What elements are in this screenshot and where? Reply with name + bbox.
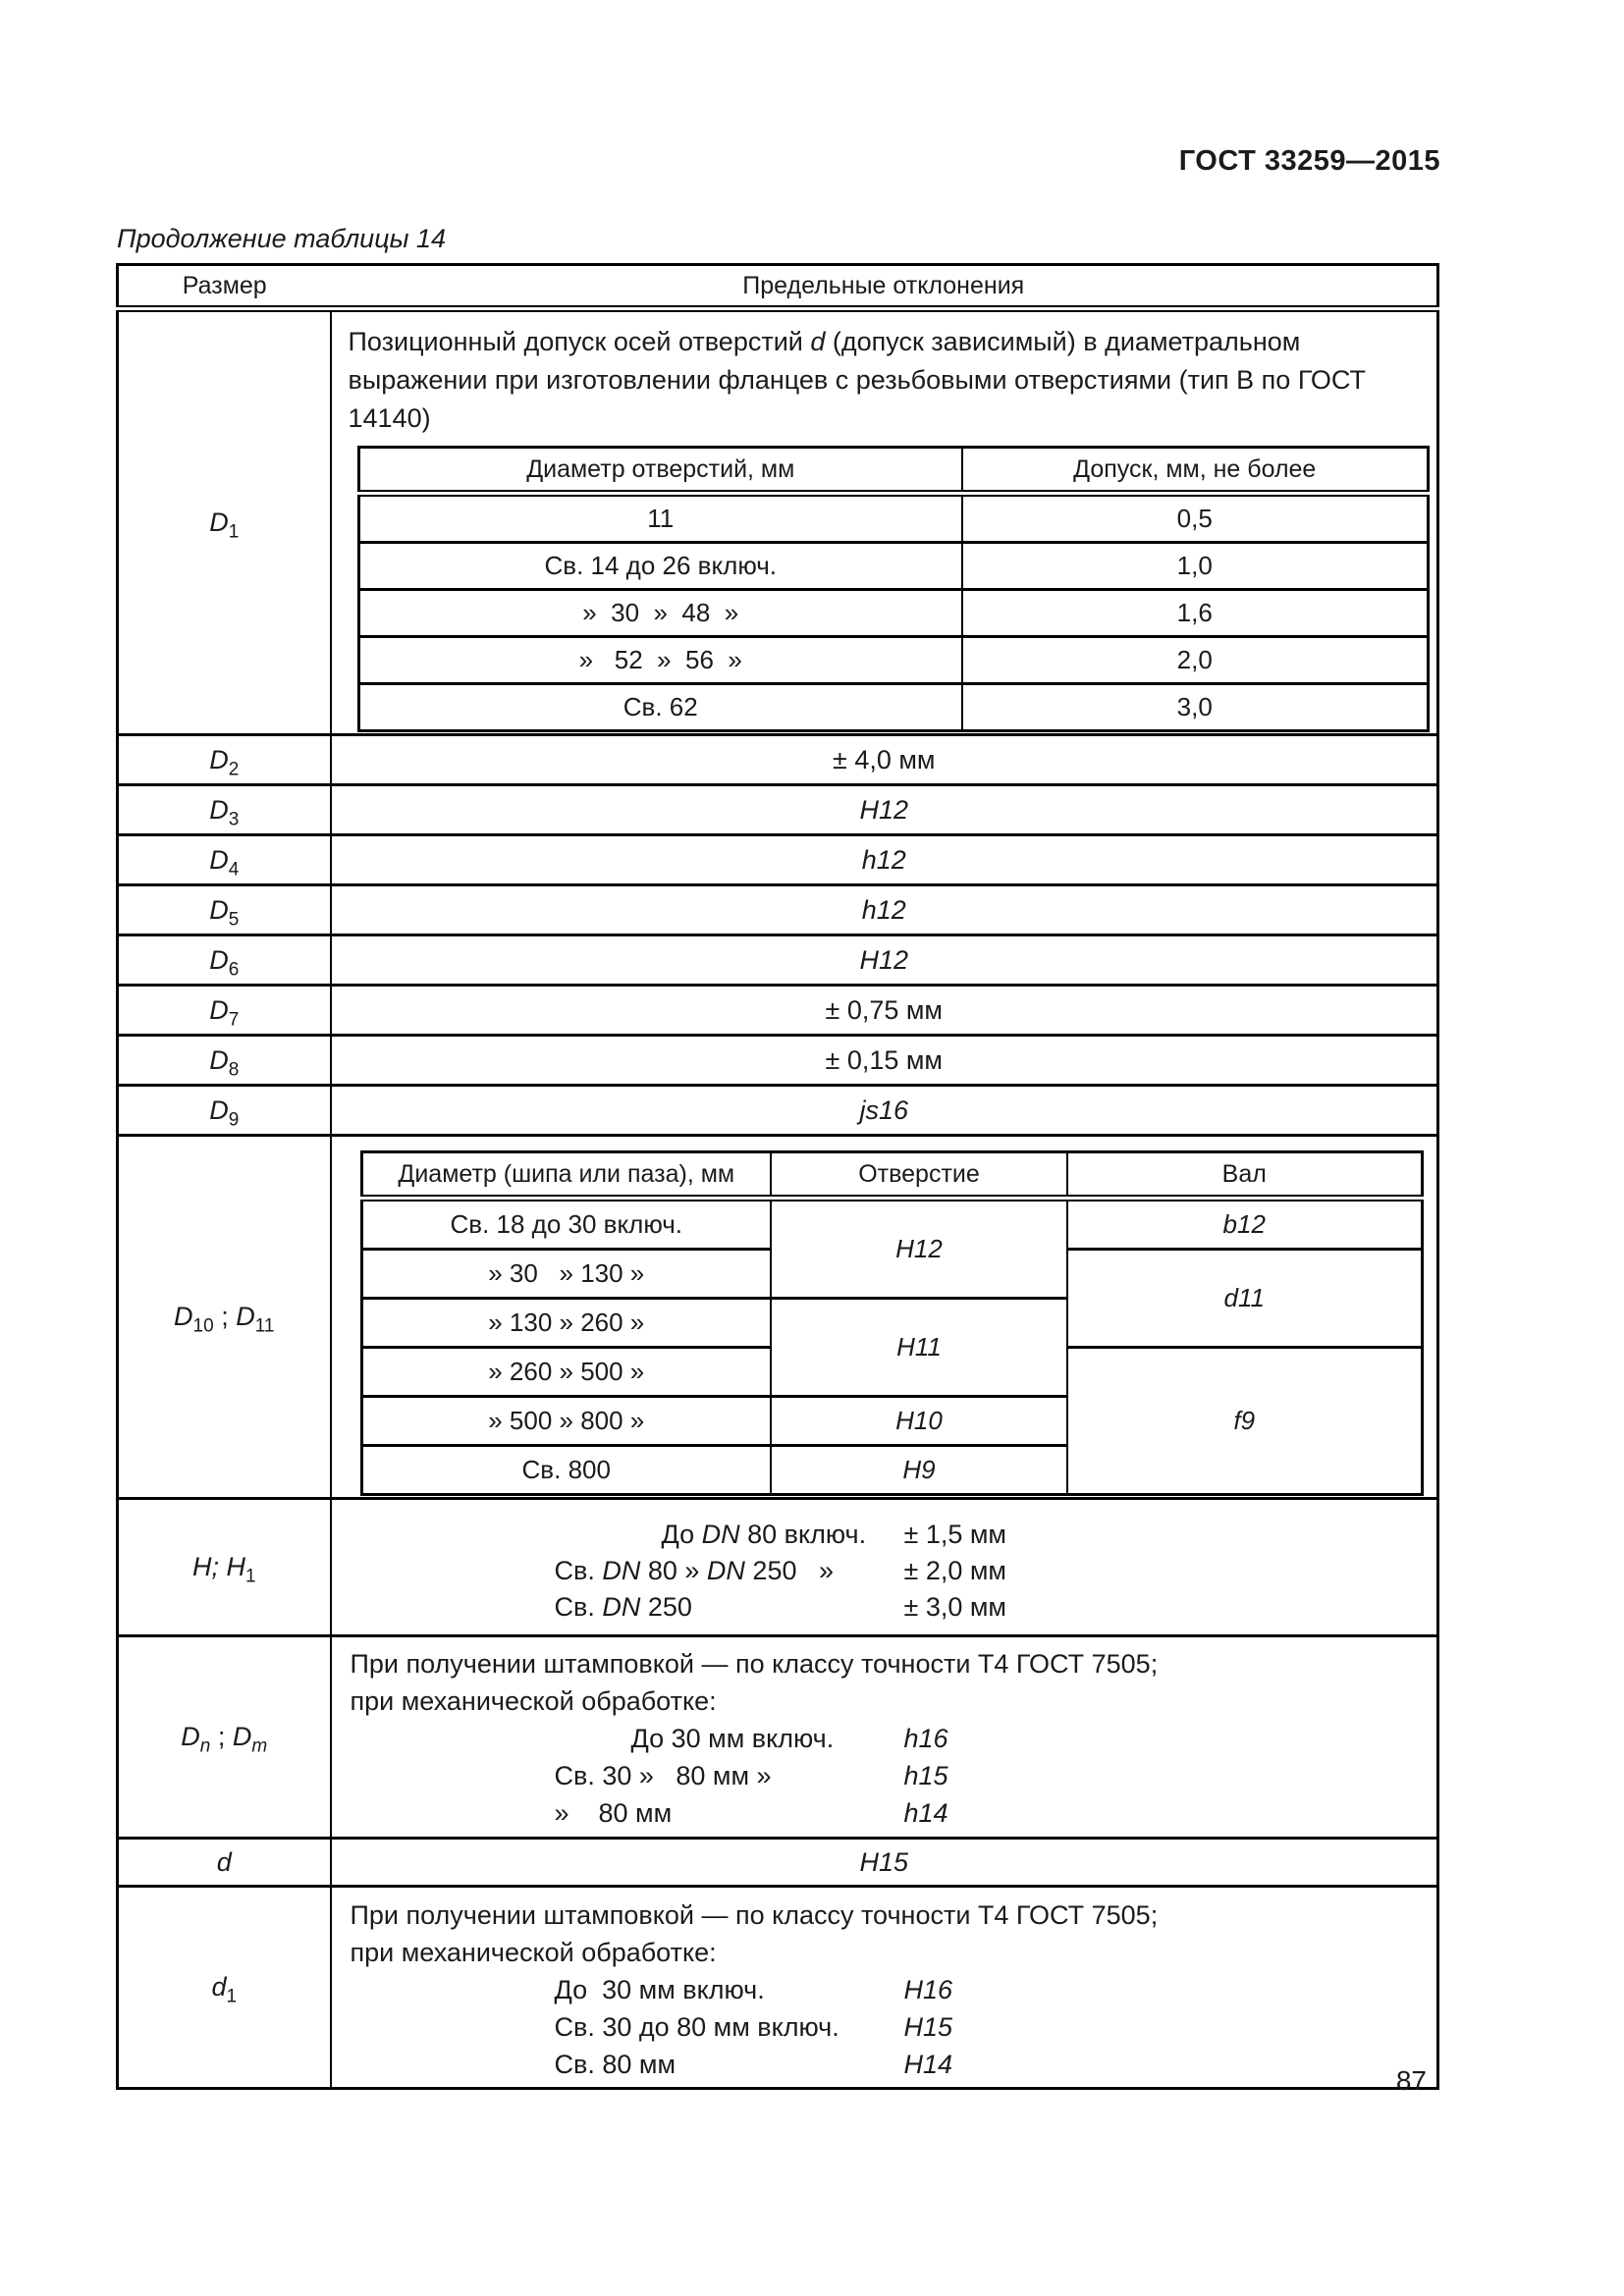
size-header-cell: Размер — [118, 265, 331, 309]
size-subscript: 4 — [228, 858, 240, 880]
row-d1 — [118, 309, 1438, 735]
condition-block — [555, 1720, 1436, 1832]
size-symbol: D — [209, 944, 229, 975]
page-number: 87 — [1395, 2065, 1427, 2096]
size-label-h-h1 — [118, 1499, 331, 1636]
deviation-cell-dn-dm — [331, 1636, 1438, 1839]
deviation-value: ± 3,0 мм — [903, 1591, 1006, 1622]
deviation-cell-d1 — [331, 309, 1438, 735]
stamping-note: При получении штамповкой — по классу точности Т4 ГОСТ 7505; — [350, 1900, 1159, 1930]
row-d1-small — [118, 1887, 1438, 2089]
size-symbol: D — [236, 1302, 255, 1331]
deviation-value: H15 — [903, 2012, 953, 2042]
size-symbol: D — [209, 1095, 229, 1125]
deviation-value: h15 — [903, 1761, 948, 1790]
condition-text: До DN 80 включ. — [661, 1519, 867, 1549]
row-d7 — [118, 986, 1438, 1036]
shaft-tolerance-cell: f9 — [1067, 1348, 1422, 1495]
size-symbol: D — [209, 894, 229, 925]
size-subscript: 11 — [254, 1315, 275, 1337]
row-dn-dm — [118, 1636, 1438, 1839]
intro-variable: d — [810, 327, 826, 356]
d10-d11-inner-table — [360, 1150, 1424, 1496]
condition-text: До 30 мм включ. — [554, 1975, 765, 2004]
hole-header-cell: Отверстие — [771, 1152, 1067, 1199]
tolerance-header-cell: Допуск, мм, не более — [962, 448, 1428, 494]
size-subscript: 9 — [228, 1108, 240, 1130]
deviation-cell-d10-d11 — [331, 1136, 1438, 1499]
row-d4 — [118, 835, 1438, 885]
row-d3 — [118, 785, 1438, 835]
size-symbol: D — [181, 1722, 200, 1751]
condition-line — [555, 1971, 1436, 2008]
row-d2 — [118, 735, 1438, 785]
size-subscript: 1 — [226, 1986, 238, 2007]
diameter-cell: » 130 » 260 » — [361, 1299, 771, 1348]
d1-intro-paragraph — [349, 323, 1419, 438]
deviation-value-d8: ± 0,15 мм — [331, 1036, 1438, 1086]
size-label-d4 — [118, 835, 331, 885]
size-symbol: D — [209, 994, 229, 1025]
size-subscript: 5 — [228, 908, 240, 930]
size-symbol: D — [232, 1722, 252, 1751]
hole-tolerance-cell: H12 — [771, 1199, 1067, 1299]
diameter-cell: » 260 » 500 » — [361, 1348, 771, 1397]
deviation-value-d2: ± 4,0 мм — [331, 735, 1438, 785]
condition-line — [555, 2008, 1436, 2046]
hole-tolerance-cell: H11 — [771, 1299, 1067, 1397]
machining-note: при механической обработке: — [350, 1938, 717, 1967]
deviation-value-d4: h12 — [331, 835, 1438, 885]
deviation-value: h16 — [903, 1724, 948, 1753]
condition-text: Св. DN 250 — [554, 1591, 692, 1622]
size-symbol: D — [174, 1302, 193, 1331]
row-d8 — [118, 1036, 1438, 1086]
deviations-header-cell: Предельные отклонения — [331, 265, 1438, 309]
size-subscript: m — [251, 1735, 268, 1757]
table-row — [358, 543, 1428, 590]
label-separator: ; — [210, 1722, 233, 1751]
condition-line — [555, 1517, 1437, 1553]
condition-line — [555, 1589, 1437, 1626]
shaft-header-cell: Вал — [1067, 1152, 1422, 1199]
diameter-cell: Св. 14 до 26 включ. — [358, 543, 962, 590]
size-label-d — [118, 1839, 331, 1887]
diameter-cell: » 30 » 48 » — [358, 590, 962, 637]
deviation-value: h14 — [903, 1798, 948, 1828]
table-caption: Продолжение таблицы 14 — [117, 224, 447, 253]
deviation-value-d3: H12 — [331, 785, 1438, 835]
size-subscript: 3 — [228, 808, 240, 829]
deviation-value-d5: h12 — [331, 885, 1438, 935]
size-subscript: 8 — [228, 1058, 240, 1080]
intro-text: (допуск зависимый) в диаметральном выражении при изготовлении фланцев с резьбовыми отверстиями (тип В по ГОСТ 14140) — [348, 327, 1367, 433]
size-subscript: 1 — [244, 1566, 256, 1587]
condition-line — [555, 1794, 1436, 1832]
tolerance-cell: 1,6 — [962, 590, 1428, 637]
size-label-d10-d11 — [118, 1136, 331, 1499]
deviation-value-d: H15 — [331, 1839, 1438, 1887]
condition-text: » 80 мм — [554, 1798, 673, 1828]
diameter-cell: Св. 800 — [361, 1446, 771, 1495]
d1-inner-table — [357, 446, 1430, 732]
size-label-d5 — [118, 885, 331, 935]
table-row — [358, 637, 1428, 684]
tolerance-cell: 3,0 — [962, 684, 1428, 731]
size-symbol: D — [209, 507, 229, 537]
shaft-tolerance-cell: b12 — [1067, 1199, 1422, 1250]
size-subscript: 7 — [228, 1008, 240, 1030]
condition-text: Св. 30 до 80 мм включ. — [554, 2012, 839, 2042]
hole-tolerance-cell: H10 — [771, 1397, 1067, 1446]
size-symbol: D — [209, 744, 229, 774]
diameter-cell: Св. 18 до 30 включ. — [361, 1199, 771, 1250]
row-d5 — [118, 885, 1438, 935]
table-row — [358, 494, 1428, 543]
diameter-cell: » 500 » 800 » — [361, 1397, 771, 1446]
size-label-d8 — [118, 1036, 331, 1086]
condition-line — [555, 1720, 1436, 1757]
diameter-cell: 11 — [358, 494, 962, 543]
size-label-d3 — [118, 785, 331, 835]
diameter-cell: » 30 » 130 » — [361, 1250, 771, 1299]
size-symbol: d — [211, 1972, 227, 2002]
condition-block — [555, 1971, 1436, 2083]
deviation-cell-h-h1 — [331, 1499, 1438, 1636]
condition-line — [555, 2046, 1436, 2083]
table-14-continued — [116, 263, 1439, 2090]
condition-line — [555, 1757, 1436, 1794]
size-subscript: n — [199, 1735, 211, 1757]
deviation-value-d6: H12 — [331, 935, 1438, 986]
stamping-note: При получении штамповкой — по классу точности Т4 ГОСТ 7505; — [350, 1649, 1159, 1679]
deviation-value: ± 1,5 мм — [903, 1519, 1006, 1549]
d10-inner-header-row — [361, 1152, 1422, 1199]
table-row — [358, 684, 1428, 731]
size-label-d9 — [118, 1086, 331, 1136]
deviation-value-d7: ± 0,75 мм — [331, 986, 1438, 1036]
condition-text: Св. DN 80 » DN 250 » — [554, 1555, 834, 1585]
main-header-row — [118, 265, 1438, 309]
shaft-tolerance-cell: d11 — [1067, 1250, 1422, 1348]
size-subscript: 6 — [228, 958, 240, 980]
tolerance-cell: 2,0 — [962, 637, 1428, 684]
diameter-header-cell: Диаметр отверстий, мм — [358, 448, 962, 494]
deviation-value: H16 — [903, 1975, 953, 2004]
row-d9 — [118, 1086, 1438, 1136]
condition-text: Св. 80 мм — [554, 2050, 677, 2079]
size-label-d1 — [118, 309, 331, 735]
size-subscript: 2 — [228, 758, 240, 779]
hole-tolerance-cell: H9 — [771, 1446, 1067, 1495]
size-symbol: H; — [191, 1552, 227, 1581]
spigot-diameter-header-cell: Диаметр (шипа или паза), мм — [361, 1152, 771, 1199]
size-symbol: H — [226, 1552, 245, 1581]
size-label-d2 — [118, 735, 331, 785]
deviation-cell-d1-small — [331, 1887, 1438, 2089]
diameter-cell: Св. 62 — [358, 684, 962, 731]
diameter-cell: » 52 » 56 » — [358, 637, 962, 684]
intro-text: Позиционный допуск осей отверстий — [348, 327, 811, 356]
table-row — [358, 590, 1428, 637]
d1-inner-header-row — [358, 448, 1428, 494]
condition-line — [555, 1553, 1437, 1589]
size-symbol: D — [209, 1044, 229, 1075]
row-d — [118, 1839, 1438, 1887]
tolerance-cell: 0,5 — [962, 494, 1428, 543]
row-d10-d11 — [118, 1136, 1438, 1499]
row-h-h1 — [118, 1499, 1438, 1636]
size-subscript: 1 — [228, 521, 240, 543]
size-symbol: d — [216, 1846, 232, 1877]
size-symbol: D — [209, 844, 229, 875]
size-label-d7 — [118, 986, 331, 1036]
size-subscript: 10 — [192, 1315, 214, 1337]
condition-text: Св. 30 » 80 мм » — [554, 1761, 772, 1790]
deviation-value: ± 2,0 мм — [903, 1555, 1006, 1585]
size-symbol: D — [209, 794, 229, 825]
deviation-value-d9: js16 — [331, 1086, 1438, 1136]
size-label-d6 — [118, 935, 331, 986]
size-label-dn-dm — [118, 1636, 331, 1839]
table-row — [361, 1199, 1422, 1250]
doc-number: ГОСТ 33259—2015 — [1178, 145, 1440, 177]
tolerance-cell: 1,0 — [962, 543, 1428, 590]
condition-text: До 30 мм включ. — [630, 1724, 835, 1753]
deviation-value: H14 — [903, 2050, 953, 2079]
size-label-d1-small — [118, 1887, 331, 2089]
row-d6 — [118, 935, 1438, 986]
machining-note: при механической обработке: — [350, 1686, 717, 1716]
label-separator: ; — [213, 1302, 237, 1331]
